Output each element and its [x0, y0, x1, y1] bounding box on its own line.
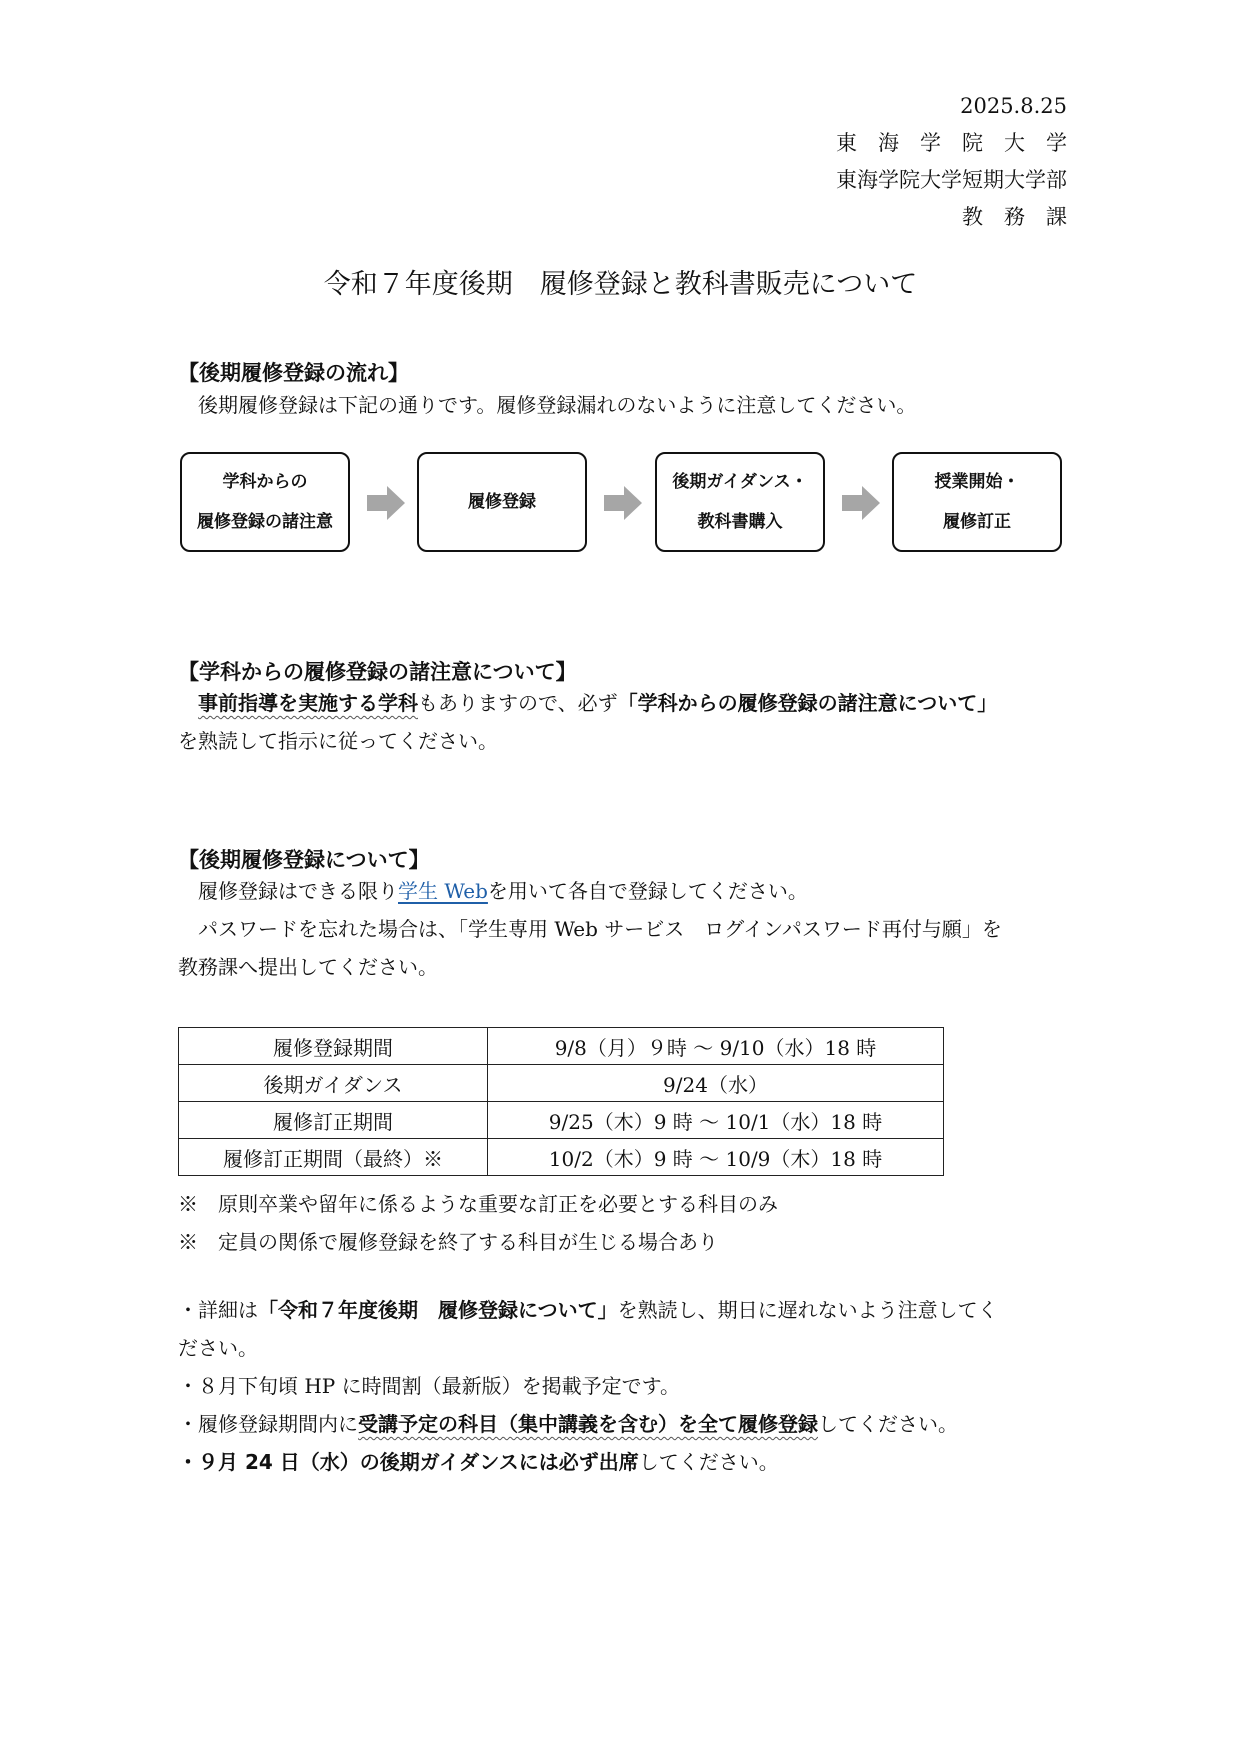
schedule-label: 履修訂正期間（最終）※	[179, 1139, 488, 1176]
register-text-after: を用いて各自で登録してください。	[487, 879, 808, 903]
notice-bold-department: 事前指導を実施する学科	[198, 691, 418, 715]
university-name: 東 海 学 院 大 学	[836, 131, 1067, 155]
department-name: 教 務 課	[962, 205, 1067, 229]
document-date: 2025.8.25	[960, 94, 1067, 118]
schedule-label: 履修登録期間	[179, 1028, 488, 1065]
flow-step-4-line1: 授業開始・	[934, 472, 1020, 492]
bullet-text: してください。	[818, 1412, 958, 1436]
flow-step-1-line1: 学科からの	[222, 472, 308, 492]
footnote-1: ※ 原則卒業や留年に係るような重要な訂正を必要とする科目のみ	[178, 1192, 778, 1216]
table-row	[179, 1102, 944, 1139]
password-paragraph-line2: 教務課へ提出してください。	[178, 955, 438, 979]
bullet-text: ・履修登録期間内に	[178, 1412, 358, 1436]
schedule-value: 9/24（水）	[488, 1065, 944, 1102]
bullet-bold-guidance: ・９月 24 日（水）の後期ガイダンスには必ず出席	[178, 1450, 639, 1474]
bullet-text: を熟読し、期日に遅れないよう注意してく	[617, 1298, 998, 1322]
flow-step-department-notice	[180, 452, 350, 552]
notice-paragraph	[178, 684, 1068, 760]
bullet-details	[178, 1291, 1068, 1367]
student-web-link[interactable]: 学生 Web	[398, 879, 488, 903]
arrow-right-icon	[604, 486, 642, 520]
flow-step-3-line2: 教科書購入	[697, 512, 783, 532]
table-row	[179, 1065, 944, 1102]
flow-intro: 後期履修登録は下記の通りです。履修登録漏れのないように注意してください。	[198, 393, 917, 417]
table-row	[179, 1139, 944, 1176]
flow-heading: 【後期履修登録の流れ】	[178, 361, 409, 385]
bullet-register-all	[178, 1405, 1078, 1443]
schedule-label: 後期ガイダンス	[179, 1065, 488, 1102]
bullet-timetable: ・８月下旬頃 HP に時間割（最新版）を掲載予定です。	[178, 1374, 681, 1398]
flow-step-3-line1: 後期ガイダンス・	[672, 472, 808, 492]
schedule-value: 9/8（月）９時 ～ 9/10（水）18 時	[488, 1028, 944, 1065]
notice-text-2: を熟読して指示に従ってください。	[178, 729, 498, 753]
bullet-text: ・詳細は	[178, 1298, 258, 1322]
bullet-text: してください。	[638, 1450, 779, 1474]
schedule-label: 履修訂正期間	[179, 1102, 488, 1139]
flow-step-registration	[417, 452, 587, 552]
register-text: 履修登録はできる限り	[198, 879, 398, 903]
notice-text: もありますので、必ず	[418, 691, 618, 715]
flow-step-guidance	[655, 452, 825, 552]
bullet-guidance	[178, 1443, 1078, 1481]
schedule-value: 9/25（木）9 時 ～ 10/1（水）18 時	[488, 1102, 944, 1139]
arrow-right-icon	[367, 486, 405, 520]
notice-heading: 【学科からの履修登録の諸注意について】	[178, 660, 577, 684]
register-paragraph-1	[198, 872, 1098, 910]
page-title: 令和７年度後期 履修登録と教科書販売について	[323, 269, 918, 300]
schedule-value: 10/2（木）9 時 ～ 10/9（木）18 時	[488, 1139, 944, 1176]
bullet-bold-register: 受講予定の科目（集中講義を含む）を全て履修登録	[358, 1412, 818, 1436]
arrow-right-icon	[842, 486, 880, 520]
password-paragraph-line1: パスワードを忘れた場合は、「学生専用 Web サービス ログインパスワード再付与願」を	[198, 917, 1002, 941]
notice-bold-title: 「学科からの履修登録の諸注意について」	[617, 691, 998, 715]
footnote-2: ※ 定員の関係で履修登録を終了する科目が生じる場合あり	[178, 1230, 718, 1254]
table-row	[179, 1028, 944, 1065]
junior-college-name: 東海学院大学短期大学部	[836, 168, 1067, 192]
flow-step-4-line2: 履修訂正	[943, 512, 1011, 532]
flow-step-classes-start	[892, 452, 1062, 552]
register-heading: 【後期履修登録について】	[178, 848, 430, 872]
bullet-bold-title: 「令和７年度後期 履修登録について」	[258, 1298, 618, 1322]
flow-step-2-line1: 履修登録	[468, 492, 536, 512]
bullet-text: ださい。	[178, 1336, 258, 1360]
schedule-table	[178, 1027, 944, 1176]
flow-step-1-line2: 履修登録の諸注意	[197, 512, 333, 532]
